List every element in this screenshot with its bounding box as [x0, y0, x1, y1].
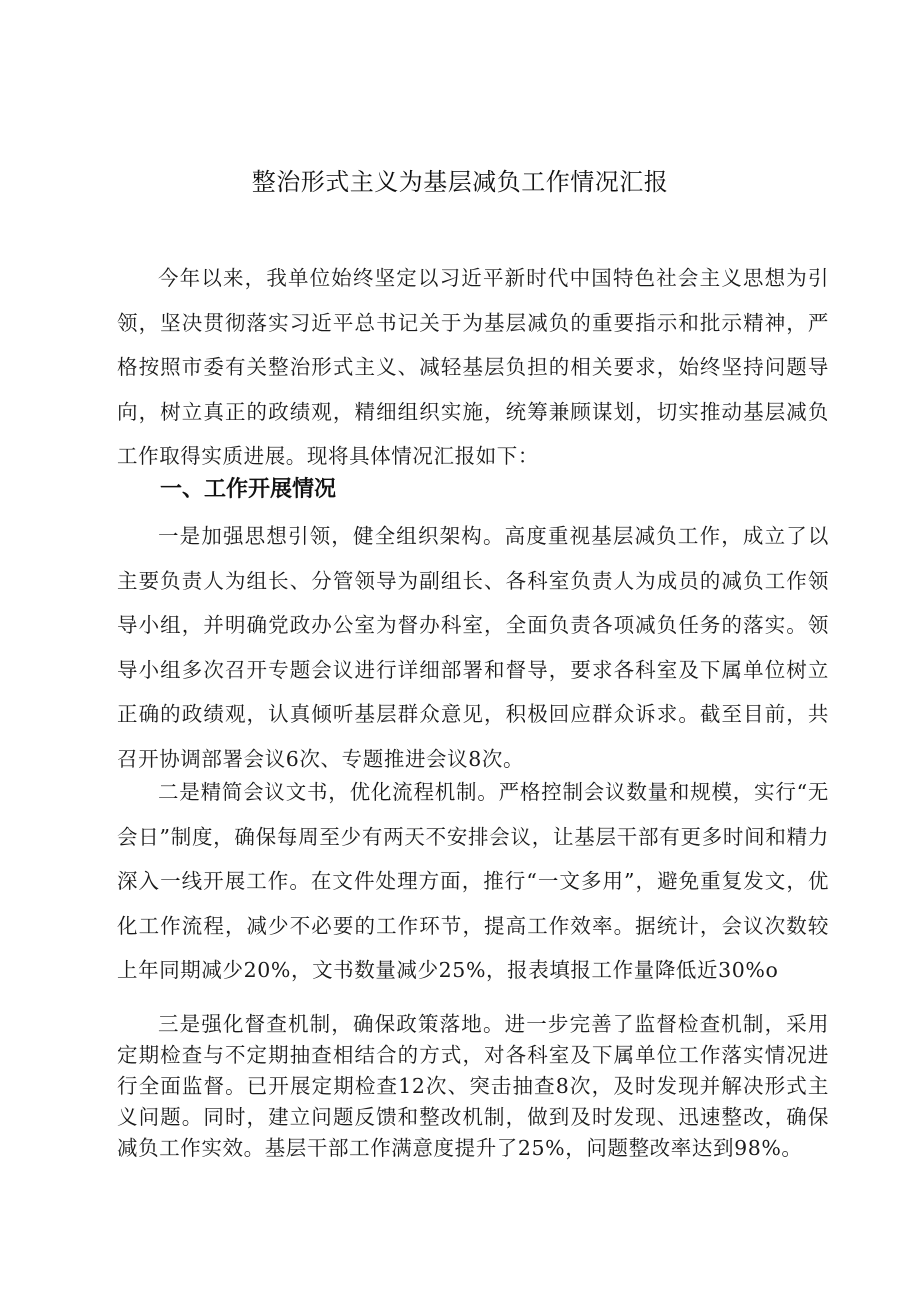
document-title: 整治形式主义为基层减负工作情况汇报: [251, 168, 669, 196]
section-heading-work-progress: 一、工作开展情况: [160, 477, 337, 502]
paragraph-item-1: 一是加强思想引领，健全组织架构。高度重视基层减负工作，成立了以主要负责人为组长、分管领导为副组长、各科室负责人为成员的减负工作领导小组，并明确党政办公室为督办科室，全面负责各项减负任务的落实。领导小组多次召开专题会议进行详细部署和督导，要求各科室及下属单位树立正确的政绩观，认真倾听基层群众意见，积极回应群众诉求。截至目前，共召开协调部署会议6次、专题推进会议8次。: [117, 524, 829, 771]
paragraph-item-2: 二是精简会议文书，优化流程机制。严格控制会议数量和规模，实行“无会日”制度，确保每周至少有两天不安排会议，让基层干部有更多时间和精力深入一线开展工作。在文件处理方面，推行“一文多用”，避免重复发文，优化工作流程，减少不必要的工作环节，提高工作效率。据统计，会议次数较上年同期减少20%，文书数量减少25%，报表填报工作量降低近30%o: [117, 780, 829, 982]
intro-paragraph: 今年以来，我单位始终坚定以习近平新时代中国特色社会主义思想为引领，坚决贯彻落实习近平总书记关于为基层减负的重要指示和批示精神，严格按照市委有关整治形式主义、减轻基层负担的相关要求，始终坚持问题导向，树立真正的政绩观，精细组织实施，统筹兼顾谋划，切实推动基层减负工作取得实质进展。现将具体情况汇报如下：: [117, 266, 829, 468]
paragraph-item-3: 三是强化督查机制，确保政策落地。进一步完善了监督检查机制，采用定期检查与不定期抽查相结合的方式，对各科室及下属单位工作落实情况进行全面监督。已开展定期检查12次、突击抽查8次，及时发现并解决形式主义问题。同时，建立问题反馈和整改机制，做到及时发现、迅速整改，确保减负工作实效。基层干部工作满意度提升了25%，问题整改率达到98%。: [117, 1012, 829, 1160]
